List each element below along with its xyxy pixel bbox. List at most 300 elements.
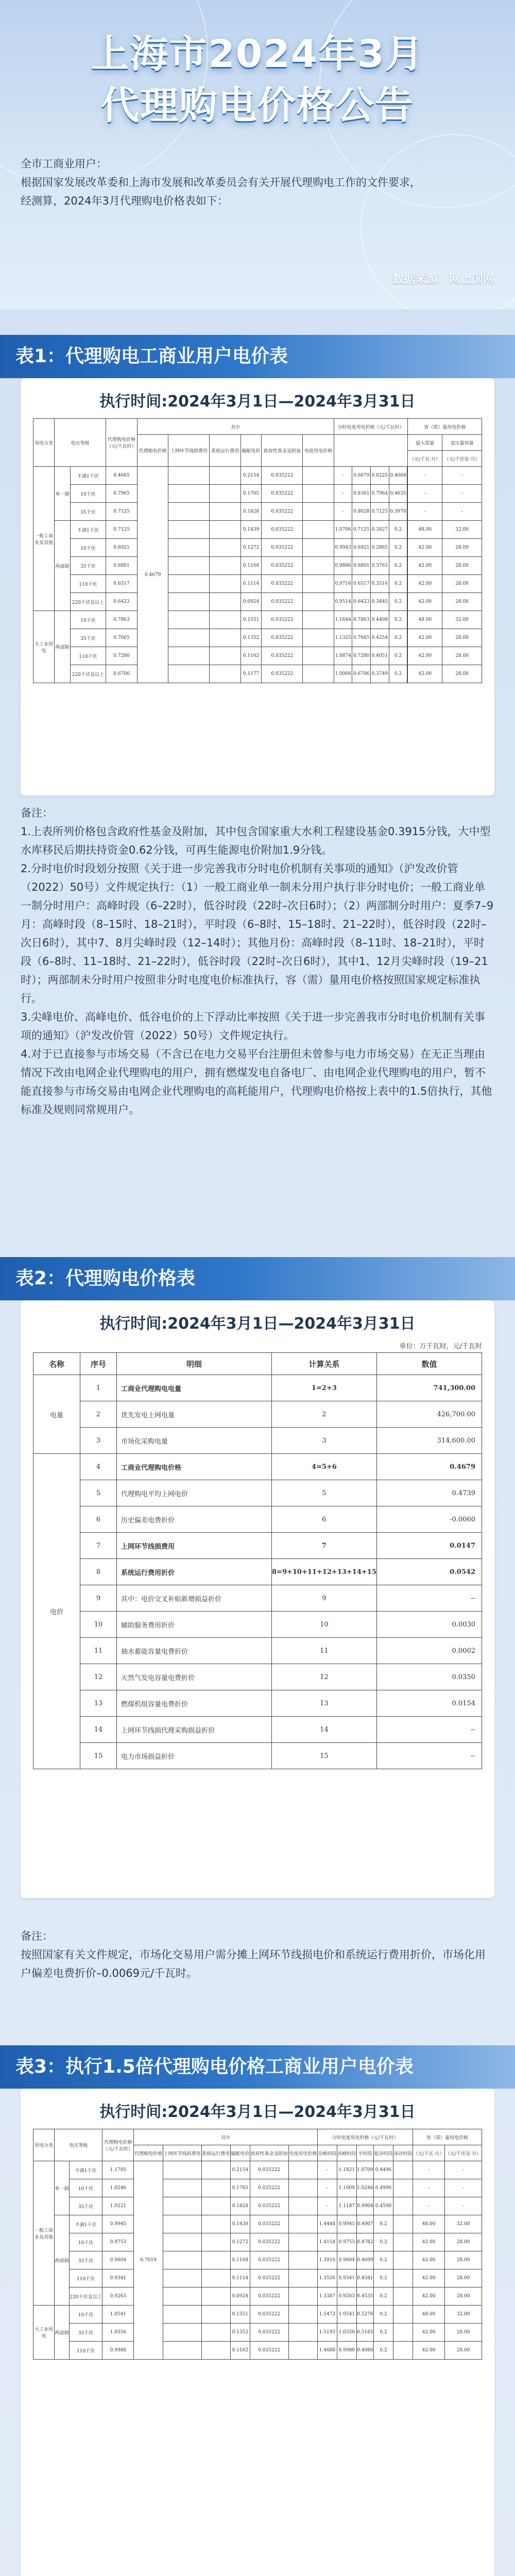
component-cell	[163, 2161, 201, 2179]
component-cell	[201, 2233, 230, 2251]
table-body	[33, 467, 482, 683]
tou-price-cell: 1.3526	[317, 2269, 337, 2287]
table-row	[33, 2287, 482, 2306]
table-row	[33, 1638, 482, 1664]
component-cell	[288, 2306, 317, 2324]
voltage-cell: 110千伏	[69, 2269, 102, 2287]
tou-price-cell: 1.1644	[334, 611, 352, 629]
tou-price-cell: 0.2	[389, 575, 407, 593]
component-cell	[168, 575, 210, 593]
row-index: 15	[80, 1743, 117, 1769]
tou-price-cell: 0.5276	[356, 2306, 373, 2324]
row-value: 0.4739	[376, 1480, 482, 1506]
component-cell: 0.035222	[262, 467, 303, 485]
capacity-price-cell: 42.00	[413, 2324, 444, 2342]
tou-price-cell: 0.7125	[352, 521, 371, 539]
component-cell: 0.035222	[262, 485, 303, 503]
header-cell: 容（需）量用电价格	[413, 2129, 482, 2145]
tou-price-cell: 0.6801	[352, 557, 371, 575]
tou-price-cell: 0.2	[374, 2233, 393, 2251]
component-cell: 0.1114	[230, 2269, 250, 2287]
tou-price-cell: 0.3749	[371, 665, 389, 683]
table-row	[33, 1717, 482, 1743]
tou-price-cell	[393, 2215, 413, 2233]
tou-price-cell: 0.8361	[352, 485, 371, 503]
row-detail: 天然气发电容量电费折价	[117, 1664, 272, 1690]
capacity-price-cell: -	[445, 2197, 482, 2215]
header-cell: 上网环节线损费用	[163, 2145, 201, 2161]
component-cell: 0.035222	[262, 611, 303, 629]
price-table-2	[33, 1352, 482, 1769]
tou-price-cell: 0.2	[389, 629, 407, 647]
table-row	[33, 1454, 482, 1480]
table-row	[33, 539, 482, 557]
row-detail: 抽水蓄能容量电费折价	[117, 1638, 272, 1664]
component-cell	[303, 557, 334, 575]
table-row	[33, 2306, 482, 2324]
row-index: 6	[80, 1506, 117, 1533]
tou-price-cell: 0.4996	[374, 2179, 393, 2197]
component-cell: 0.1177	[241, 665, 262, 683]
table-card	[21, 1300, 494, 1898]
tou-price-cell: 0.9904	[356, 2197, 373, 2215]
tou-price-cell: 0.4699	[356, 2251, 373, 2269]
tou-price-cell: 0.4254	[371, 629, 389, 647]
component-cell	[303, 575, 334, 593]
component-cell: 0.035222	[262, 593, 303, 611]
tou-price-cell: 1.0356	[337, 2324, 356, 2342]
agent-price-cell: 0.7019	[134, 2161, 163, 2360]
component-cell: 0.035222	[250, 2342, 288, 2360]
price-cell: 0.6801	[106, 557, 138, 575]
table-row	[33, 2342, 482, 2360]
table-row	[33, 629, 482, 647]
component-cell	[288, 2269, 317, 2287]
tou-price-cell: 0.9716	[334, 575, 352, 593]
tou-price-cell: 1.4448	[317, 2215, 337, 2233]
row-index: 1	[80, 1375, 117, 1401]
row-value: 0.0154	[376, 1690, 482, 1717]
component-cell	[210, 521, 241, 539]
row-detail: 其中：电价交叉补贴新增损益折价	[117, 1585, 272, 1612]
capacity-price-cell: 28.00	[442, 575, 482, 593]
tou-price-cell: 0.3516	[371, 575, 389, 593]
header-cell: 高峰时段	[337, 2145, 356, 2161]
tou-price-cell: -	[334, 485, 352, 503]
hero-banner	[0, 0, 515, 309]
row-value: 0.0350	[376, 1664, 482, 1690]
section-table-2	[0, 1257, 515, 1898]
voltage-cell: 不满1千伏	[69, 2215, 102, 2233]
component-cell	[210, 629, 241, 647]
component-cell	[303, 593, 334, 611]
row-value: 0.4679	[376, 1454, 482, 1480]
tou-price-cell: 1.1187	[337, 2197, 356, 2215]
tou-price-cell: 0.4635	[389, 485, 407, 503]
row-index: 5	[80, 1480, 117, 1506]
row-detail: 上网环节线损代理采购损益折价	[117, 1717, 272, 1743]
component-cell	[288, 2342, 317, 2360]
tou-price-cell: 0.2	[389, 593, 407, 611]
component-cell: 0.1352	[230, 2324, 250, 2342]
intro-line: 全市工商业用户：	[21, 158, 107, 170]
tou-price-cell: 0.9980	[337, 2342, 356, 2360]
row-formula: 3	[272, 1428, 377, 1454]
tou-price-cell: 0.4980	[356, 2342, 373, 2360]
header-cell	[334, 435, 408, 467]
tou-price-cell	[393, 2324, 413, 2342]
capacity-price-cell: 28.00	[445, 2342, 482, 2360]
data-source: 数据来源：网上国网	[392, 273, 494, 286]
capacity-price-cell: 28.00	[442, 647, 482, 665]
header-cell: 计算关系	[272, 1353, 377, 1375]
component-cell	[303, 629, 334, 647]
tou-price-cell	[393, 2233, 413, 2251]
group-label: 大工业用电	[33, 611, 55, 683]
row-index: 11	[80, 1638, 117, 1664]
exec-time: 执行时间:2024年3月1日—2024年3月31日	[99, 393, 416, 411]
table-row	[33, 665, 482, 683]
table-row	[33, 2179, 482, 2197]
table-row	[33, 2269, 482, 2287]
row-formula: 9	[272, 1585, 377, 1612]
capacity-price-cell: 48.00	[408, 611, 442, 629]
section-table-3	[0, 2045, 515, 2576]
tou-price-cell: 0.2	[389, 647, 407, 665]
exec-time: 执行时间:2024年3月1日—2024年3月31日	[99, 1315, 416, 1333]
component-cell	[210, 503, 241, 521]
tou-price-cell: 0.3445	[371, 593, 389, 611]
header-cell: 容（需）量用电价格	[408, 419, 482, 435]
component-cell: 0.035222	[262, 665, 303, 683]
voltage-cell: 10千伏	[69, 2179, 102, 2197]
table-row	[33, 2324, 482, 2342]
component-cell	[303, 467, 334, 485]
component-cell	[168, 539, 210, 557]
table-row	[33, 575, 482, 593]
header-cell: 明细	[117, 1353, 272, 1375]
component-cell: 0.1352	[241, 629, 262, 647]
component-cell: 0.1828	[230, 2197, 250, 2215]
header-cell: 系统运行费用	[201, 2145, 230, 2161]
row-detail: 市场化采购电量	[117, 1428, 272, 1454]
component-cell	[201, 2342, 230, 2360]
component-cell	[168, 557, 210, 575]
component-cell	[168, 629, 210, 647]
header-cell: 政府性基金及附加	[262, 435, 303, 467]
tou-price-cell: 1.3916	[317, 2251, 337, 2269]
tou-price-cell: 0.4907	[356, 2215, 373, 2233]
row-detail: 电力市场损益折价	[117, 1743, 272, 1769]
tou-price-cell: 0.7280	[352, 647, 371, 665]
component-cell	[201, 2179, 230, 2197]
capacity-price-cell: 28.00	[442, 629, 482, 647]
capacity-price-cell: -	[445, 2179, 482, 2197]
tou-price-cell: 0.4782	[356, 2233, 373, 2251]
voltage-cell: 35千伏	[69, 2324, 102, 2342]
component-cell	[163, 2269, 201, 2287]
component-cell	[288, 2215, 317, 2233]
component-cell	[168, 665, 210, 683]
tou-price-cell: 1.0706	[334, 521, 352, 539]
header-cell: 数值	[376, 1353, 482, 1375]
section-title: 表2：代理购电价格表	[0, 1257, 515, 1300]
row-formula: 1=2+3	[272, 1375, 377, 1401]
capacity-price-cell: -	[408, 467, 442, 485]
header-cell: 代理购电价格	[134, 2145, 163, 2161]
component-cell	[168, 503, 210, 521]
component-cell	[201, 2251, 230, 2269]
capacity-price-cell: 28.00	[442, 539, 482, 557]
header-cell: 最大需量	[408, 435, 442, 451]
row-detail: 代理购电平均上网电价	[117, 1480, 272, 1506]
row-index: 8	[80, 1559, 117, 1585]
table-row	[33, 467, 482, 485]
row-formula: 10	[272, 1612, 377, 1638]
component-cell: 0.035222	[262, 539, 303, 557]
price-cell: 0.4665	[106, 467, 138, 485]
component-cell	[201, 2306, 230, 2324]
header-cell: （元/千瓦·月）	[413, 2145, 444, 2161]
price-cell: 0.7863	[106, 611, 138, 629]
price-cell: 0.6706	[106, 665, 138, 683]
note-item: 2.分时电价时段划分按照《关于进一步完善我市分时电价机制有关事项的通知》（沪发改价管（2022）50号）文件规定执行：（1）一般工商业单一制未分用户执行非分时电价；一般工商业单一制分时用户：高峰时段（6–22时），低谷时段（22时–次日6时）；（2）两部制分时用户：夏季7–9月：高峰时段（8–15时、18–21时），平时段（6–8时、15–18时、21–22时），低谷时段（22时–次日6时），其中7、8月尖峰时段（12–14时）；其他月份：高峰时段（8–11时、18–21时），平时段（6–8时、11–18时、21–22时），低谷时段（22时–次日6时），其中1、12月尖峰时段（19–21时）；两部制未分时用户按照非分时电度电价标准执行，容（需）量用电价格按照国家规定标准执行。	[21, 862, 494, 1005]
component-cell	[163, 2179, 201, 2197]
price-cell: 0.6921	[106, 539, 138, 557]
capacity-price-cell: 42.00	[408, 629, 442, 647]
header-cell: 电度用电价格	[288, 2145, 317, 2161]
tou-price-cell: 0.3827	[371, 521, 389, 539]
row-value: 314,600.00	[376, 1428, 482, 1454]
tou-price-cell: 1.0709	[356, 2161, 373, 2179]
voltage-cell: 不满1千伏	[70, 521, 106, 539]
group-label: 电量	[33, 1375, 80, 1454]
notes-label: 备注：	[21, 807, 53, 819]
table-row	[33, 557, 482, 575]
row-value: -0.0060	[376, 1506, 482, 1533]
row-index: 7	[80, 1533, 117, 1559]
price-table-3	[33, 2129, 482, 2360]
group-label: 一般工商业及其他	[33, 467, 55, 611]
capacity-price-cell: 28.00	[445, 2251, 482, 2269]
tou-price-cell: 1.5193	[317, 2324, 337, 2342]
tou-price-cell: 0.7665	[352, 629, 371, 647]
header-cell: 代理购电价格（元/千瓦时）	[106, 419, 138, 467]
tou-price-cell	[393, 2306, 413, 2324]
component-cell: 0.1162	[241, 647, 262, 665]
tou-price-cell: 1.5472	[317, 2306, 337, 2324]
row-index: 3	[80, 1428, 117, 1454]
tou-price-cell: 1.3387	[317, 2287, 337, 2306]
title-line-2: 代理购电价格公告	[101, 83, 414, 128]
voltage-cell: 35千伏	[70, 503, 106, 521]
row-detail: 上网环节线损费用	[117, 1533, 272, 1559]
capacity-price-cell: 32.00	[442, 611, 482, 629]
row-formula: 4=5+6	[272, 1454, 377, 1480]
row-formula: 6	[272, 1506, 377, 1533]
table-row	[33, 1480, 482, 1506]
row-formula: 5	[272, 1480, 377, 1506]
capacity-price-cell: 42.00	[408, 557, 442, 575]
tou-price-cell: 0.9341	[337, 2269, 356, 2287]
tou-price-cell: 1.0541	[337, 2306, 356, 2324]
component-cell	[210, 665, 241, 683]
table-row	[33, 1743, 482, 1769]
component-cell	[210, 467, 241, 485]
table-card	[21, 2089, 494, 2576]
capacity-price-cell: 42.00	[408, 665, 442, 683]
table-row	[33, 1559, 482, 1585]
component-cell	[168, 647, 210, 665]
capacity-price-cell: 28.00	[445, 2287, 482, 2306]
price-cell: 0.7280	[106, 647, 138, 665]
component-cell: 0.1439	[230, 2215, 250, 2233]
component-cell: 0.035222	[250, 2251, 288, 2269]
component-cell: 0.035222	[262, 647, 303, 665]
header-cell: 名称	[33, 1353, 80, 1375]
capacity-price-cell: 42.00	[408, 575, 442, 593]
table-row	[33, 521, 482, 539]
price-cell: 1.1705	[102, 2161, 134, 2179]
tou-price-cell: 0.9514	[334, 593, 352, 611]
price-cell: 1.0246	[102, 2179, 134, 2197]
row-index: 12	[80, 1664, 117, 1690]
voltage-cell: 110千伏	[70, 647, 106, 665]
component-cell: 0.035222	[250, 2215, 288, 2233]
table-row	[33, 1612, 482, 1638]
header-cell: 其中	[134, 2129, 318, 2145]
header-cell: 用电分类	[33, 2129, 55, 2161]
voltage-cell: 10千伏	[70, 611, 106, 629]
tou-price-cell: 0.5185	[356, 2324, 373, 2342]
tou-price-cell: 0.6679	[352, 467, 371, 485]
component-cell	[210, 593, 241, 611]
row-index: 13	[80, 1690, 117, 1717]
capacity-price-cell: 48.00	[413, 2306, 444, 2324]
row-formula: 2	[272, 1401, 377, 1428]
voltage-cell: 220千伏及以上	[69, 2287, 102, 2306]
row-formula: 12	[272, 1664, 377, 1690]
component-cell	[303, 539, 334, 557]
table-row	[33, 1375, 482, 1401]
group-label: 电价	[33, 1454, 80, 1769]
tou-price-cell	[393, 2161, 413, 2179]
tou-price-cell: -	[317, 2179, 337, 2197]
table-row	[33, 1664, 482, 1690]
intro-text	[21, 155, 494, 210]
table-body	[33, 1375, 482, 1769]
note-item: 3.尖峰电价、高峰电价、低谷电价的上下浮动比率按照《关于进一步完善我市分时电价机制有关事项的通知》（沪发改价管（2022）50号）文件规定执行。	[21, 1011, 486, 1042]
tou-price-cell: 0.9263	[337, 2287, 356, 2306]
component-cell: 0.1439	[241, 521, 262, 539]
component-cell	[288, 2161, 317, 2179]
header-cell: 输配电价	[241, 435, 262, 467]
row-index: 10	[80, 1612, 117, 1638]
table-row	[33, 647, 482, 665]
component-cell	[201, 2161, 230, 2179]
tou-price-cell: 0.2865	[371, 539, 389, 557]
notes-section-1	[0, 804, 515, 1119]
component-cell	[201, 2324, 230, 2342]
capacity-price-cell: 28.00	[445, 2324, 482, 2342]
voltage-cell: 35千伏	[70, 629, 106, 647]
subgroup-label: 单一制	[55, 2161, 70, 2215]
tou-price-cell: 1.4688	[317, 2342, 337, 2360]
header-cell: 其中	[138, 419, 334, 435]
component-cell	[168, 485, 210, 503]
capacity-price-cell: -	[408, 503, 442, 521]
note-item: 4.对于已直接参与市场交易（不含已在电力交易平台注册但未曾参与电力市场交易）在无正当理由情况下改由电网企业代理购电的用户，拥有燃煤发电自备电厂、由电网企业代理购电的用户，暂不能直接参与市场交易由电网企业代理购电的高耗能用户，代理购电价格按上表中的1.5倍执行，其他标准及规则同常规用户。	[21, 1048, 492, 1116]
header-cell: 系统运行费用	[210, 435, 241, 467]
component-cell: 0.035222	[250, 2269, 288, 2287]
component-cell: 0.1551	[241, 611, 262, 629]
component-cell: 0.0924	[241, 593, 262, 611]
row-value: 0.0147	[376, 1533, 482, 1559]
voltage-cell: 10千伏	[69, 2233, 102, 2251]
tou-price-cell: 1.0066	[334, 665, 352, 683]
header-cell: 深谷时段	[393, 2145, 413, 2161]
header-cell: 尖峰时段	[317, 2145, 337, 2161]
component-cell	[210, 485, 241, 503]
table-row	[33, 1428, 482, 1454]
component-cell: 0.2154	[230, 2161, 250, 2179]
component-cell: 0.1114	[241, 575, 262, 593]
capacity-price-cell: 42.00	[408, 647, 442, 665]
price-cell: 1.0356	[102, 2324, 134, 2342]
component-cell	[210, 647, 241, 665]
header-cell: 平时段	[356, 2145, 373, 2161]
tou-price-cell: 1.0246	[356, 2179, 373, 2197]
tou-price-cell: 0.2	[374, 2324, 393, 2342]
component-cell	[303, 647, 334, 665]
header-cell: 低谷时段	[374, 2145, 393, 2161]
capacity-price-cell: 42.00	[413, 2233, 444, 2251]
price-cell: 0.6517	[106, 575, 138, 593]
capacity-price-cell: 48.00	[413, 2215, 444, 2233]
header-cell: 电度用电价格	[303, 435, 334, 467]
tou-price-cell	[393, 2287, 413, 2306]
notes	[21, 804, 494, 1119]
tou-price-cell: -	[317, 2161, 337, 2179]
header-cell: 电压等级	[55, 419, 106, 467]
table-row	[33, 1506, 482, 1533]
capacity-price-cell: -	[413, 2179, 444, 2197]
voltage-cell: 35千伏	[70, 557, 106, 575]
header-cell: 用电分类	[33, 419, 55, 467]
section-title: 表1：代理购电工商业用户电价表	[0, 335, 515, 378]
notes-label: 备注：	[21, 1930, 53, 1942]
tou-price-cell: 0.6921	[352, 539, 371, 557]
capacity-price-cell: -	[442, 485, 482, 503]
component-cell: 0.0924	[230, 2287, 250, 2306]
component-cell: 0.035222	[262, 503, 303, 521]
table-row	[33, 1585, 482, 1612]
table-row	[33, 2251, 482, 2269]
tou-price-cell: 0.2	[374, 2269, 393, 2287]
voltage-cell: 不满1千伏	[69, 2161, 102, 2179]
row-detail: 辅助服务费用折价	[117, 1612, 272, 1638]
component-cell	[303, 665, 334, 683]
header-cell: 序号	[80, 1353, 117, 1375]
table-card	[21, 378, 494, 795]
row-detail: 优先发电上网电量	[117, 1401, 272, 1428]
tou-price-cell: 0.0225	[371, 467, 389, 485]
component-cell	[210, 611, 241, 629]
component-cell	[303, 485, 334, 503]
tou-price-cell: 0.4051	[371, 647, 389, 665]
header-cell: 分时电度用电价格（元/千瓦时）	[334, 419, 408, 435]
tou-price-cell: 0.4535	[356, 2287, 373, 2306]
